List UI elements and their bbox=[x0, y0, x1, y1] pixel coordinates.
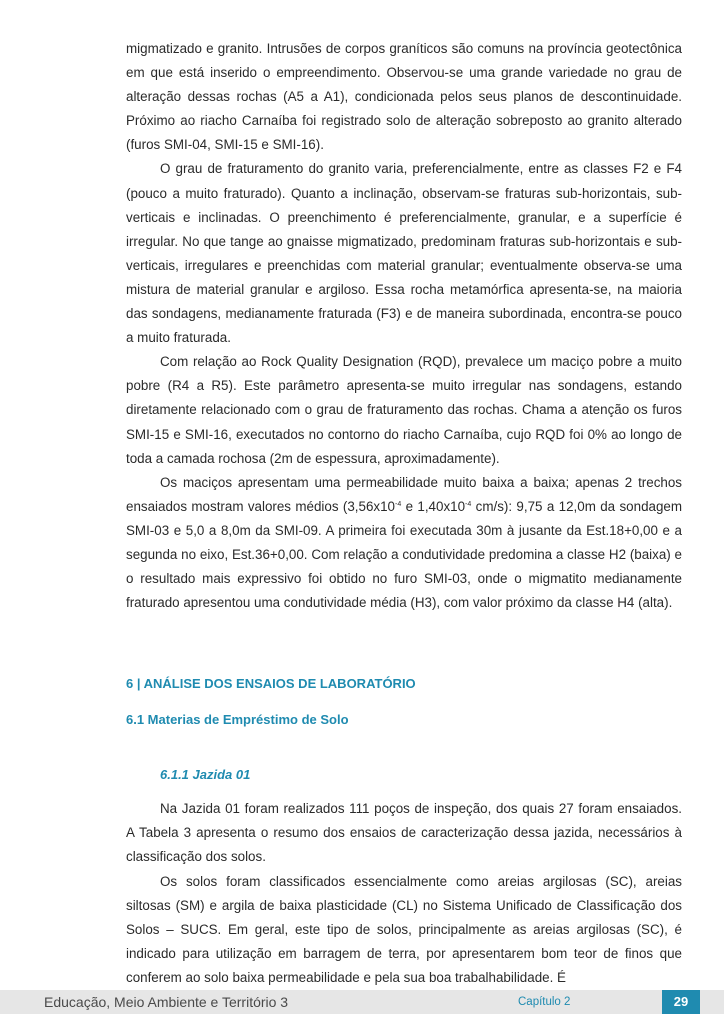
body-paragraph: O grau de fraturamento do granito varia, preferencialmente, entre as classes F2 e F4 (pouco a muito fraturado). Quanto a inclinação, observam-se fraturas sub-horizontais, sub-verticais e inclinadas. O preenchimento é preferencialmente, granular, e a superfície é irregular. No que tange ao gnaisse migmatizado, predominam fraturas sub-horizontais e sub-verticais, irregulares e preenchidas com material granular; eventualmente observa-se uma mistura de material granular e argiloso. Essa rocha metamórfica apresenta-se, na maioria das sondagens, medianamente fraturada (F3) e de maneira subordinada, encontra-se pouco a muito fraturada. bbox=[126, 161, 682, 346]
page-body bbox=[126, 37, 682, 990]
page-footer bbox=[0, 990, 724, 1014]
footer-chapter: Capítulo 2 bbox=[518, 996, 571, 1008]
section-heading: 6 | ANÁLISE DOS ENSAIOS DE LABORATÓRIO bbox=[126, 676, 416, 692]
body-paragraph: Os solos foram classificados essencialmente como areias argilosas (SC), areias siltosas (SM) e argila de baixa plasticidade (CL) no Sistema Unificado de Classificação dos Solos – SUCS. Em geral, este tipo de solos, principalmente as areias argilosas (SC), é indicado para utilização em barragem de terra, por apresentarem bom teor de finos que conferem ao solo baixa permeabilidade e pela sua boa trabalhabilidade. É bbox=[126, 873, 682, 985]
body-paragraph: migmatizado e granito. Intrusões de corpos graníticos são comuns na província geotectônica em que está inserido o empreendimento. Observou-se uma grande variedade no grau de alteração dessas rochas (A5 a A1), condicionada pelos seus planos de descontinuidade. Próximo ao riacho Carnaíba foi registrado solo de alteração sobreposto ao granito alterado (furos SMI-04, SMI-15 e SMI-16). bbox=[126, 41, 682, 153]
page-number: 29 bbox=[662, 990, 700, 1014]
text-run: e 1,40x10 bbox=[401, 498, 466, 514]
body-paragraph: Na Jazida 01 foram realizados 111 poços de inspeção, dos quais 27 foram ensaiados. A Tabela 3 apresenta o resumo dos ensaios de caracterização dessa jazida, necessários à classificação dos solos. bbox=[126, 801, 682, 865]
footer-book-title: Educação, Meio Ambiente e Território 3 bbox=[44, 994, 289, 1010]
exponent: -4 bbox=[395, 500, 402, 508]
exponent: -4 bbox=[465, 500, 472, 508]
subsection-heading: 6.1 Materias de Empréstimo de Solo bbox=[126, 712, 349, 728]
permeability-paragraph bbox=[126, 471, 682, 616]
text-run: Os maciços apresentam uma permeabilidade muito baixa a baixa; apenas 2 trechos ensaiados mostram valores médios (3,56x10 bbox=[126, 474, 682, 514]
text-run: cm/s): 9,75 a 12,0m da sondagem SMI-03 e 5,0 a 8,0m da SMI-09. A primeira foi executada 30m à jusante da Est.18+0,00 e a segunda no eixo, Est.36+0,00. Com relação a condutividade predomina a classe H2 (baixa) e o resultado mais expressivo foi obtido no furo SMI-03, onde o migmatito medianamente fraturado apresentou uma condutividade média (H3), com valor próximo da classe H4 (alta). bbox=[126, 498, 683, 611]
body-paragraph: Com relação ao Rock Quality Designation (RQD), prevalece um maciço pobre a muito pobre (R4 a R5). Este parâmetro apresenta-se muito irregular nas sondagens, estando diretamente relacionado com o grau de fraturamento das rochas. Chama a atenção os furos SMI-15 e SMI-16, executados no contorno do riacho Carnaíba, cujo RQD foi 0% ao longo de toda a camada rochosa (2m de espessura, aproximadamente). bbox=[126, 354, 682, 466]
subsubsection-heading: 6.1.1 Jazida 01 bbox=[160, 767, 251, 783]
